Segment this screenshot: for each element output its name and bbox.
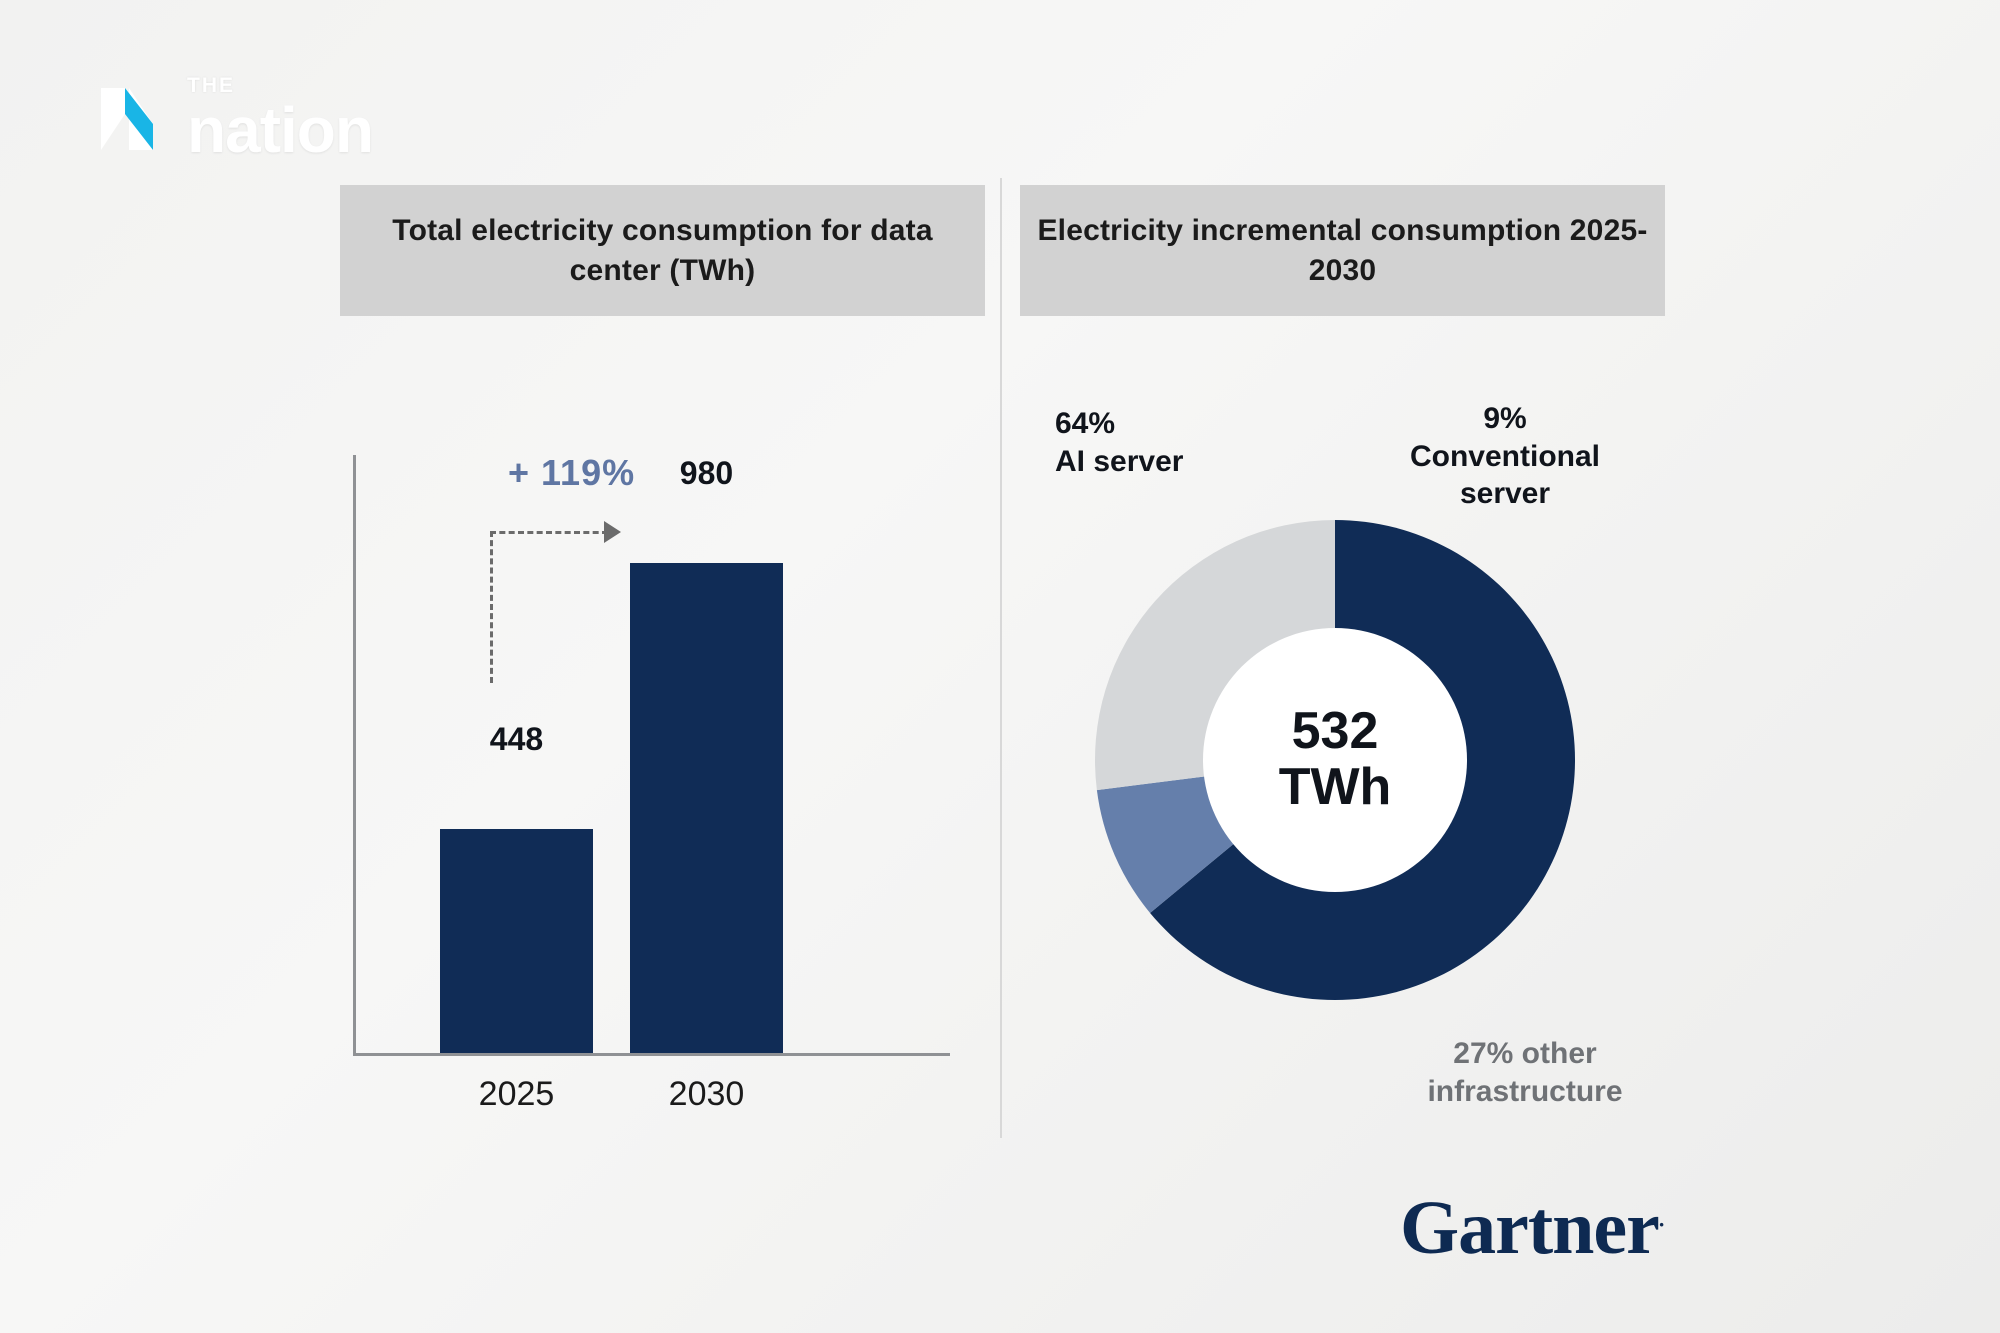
panel-right: [1020, 185, 1665, 316]
bar-chart: [340, 452, 985, 1115]
logo-the-text: THE: [187, 74, 235, 97]
donut-center-value: 532: [1291, 702, 1379, 761]
donut-label-conventional-pct: 9%: [1483, 402, 1527, 435]
growth-annotation: + 119%: [508, 452, 636, 493]
donut-label-ai-server-pct: 64%: [1055, 407, 1116, 440]
bar-category-2030: 2030: [668, 1075, 745, 1113]
bar-2030: [630, 563, 783, 1053]
bar-category-2025: 2025: [478, 1075, 555, 1113]
donut-label-conventional-server: [1370, 400, 1640, 513]
gartner-registered-mark: .: [1658, 1206, 1664, 1232]
bar-2025: [440, 829, 593, 1053]
donut-chart: [1075, 500, 1595, 1020]
panel-right-title: Electricity incremental consumption 2025-2030: [1020, 185, 1665, 316]
gartner-logo-text: Gartner: [1400, 1186, 1659, 1270]
donut-label-other-name: infrastructure: [1427, 1074, 1623, 1108]
logo-nation-text: nation: [187, 94, 373, 166]
donut-label-other-pct: 27% other: [1453, 1037, 1597, 1070]
panel-left: [340, 185, 985, 316]
nation-logo: [95, 74, 373, 166]
donut-center-unit: TWh: [1278, 758, 1392, 816]
panel-divider: [1000, 178, 1002, 1138]
bar-value-2030: 980: [679, 455, 734, 491]
bar-value-2025: 448: [489, 721, 544, 757]
gartner-logo: [1400, 1185, 1663, 1272]
donut-label-ai-server-name: AI server: [1055, 444, 1184, 478]
bar-chart-x-axis: [353, 1053, 950, 1056]
donut-label-other-infrastructure: [1400, 1035, 1650, 1110]
n-monogram-icon: [95, 80, 173, 158]
panel-left-title: Total electricity consumption for data center (TWh): [340, 185, 985, 316]
bar-chart-y-axis: [353, 455, 356, 1055]
donut-hole: [1203, 628, 1467, 892]
donut-label-ai-server: [1055, 405, 1183, 480]
donut-label-conventional-name: Conventional server: [1409, 439, 1600, 510]
